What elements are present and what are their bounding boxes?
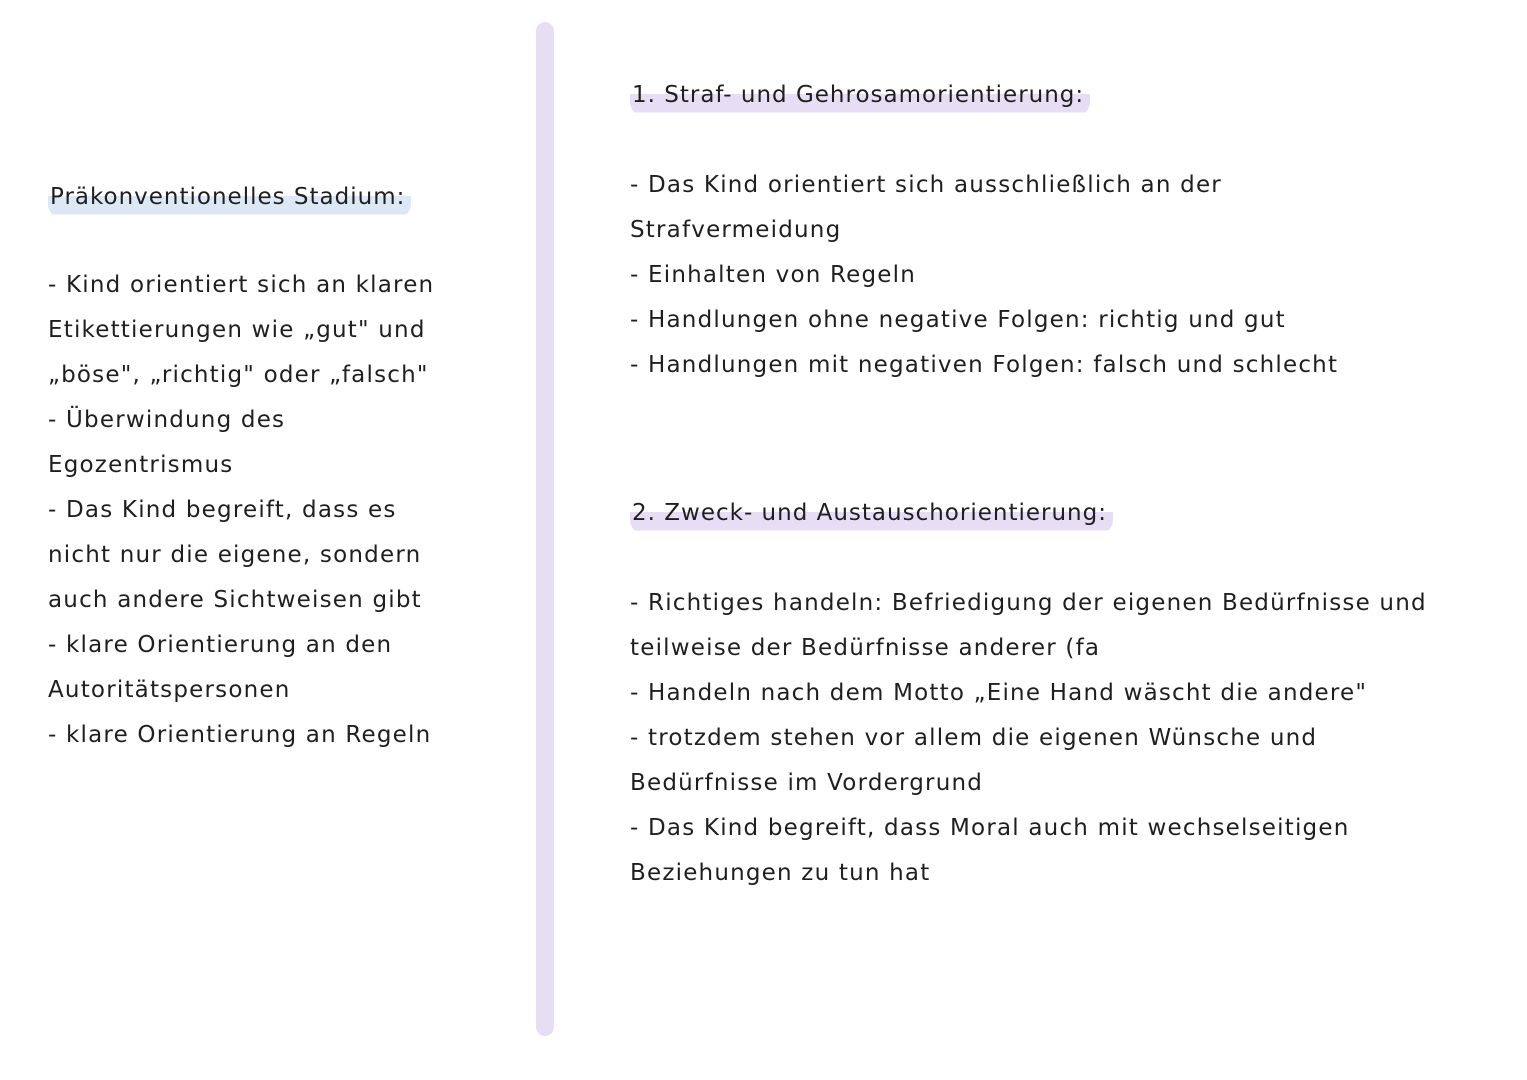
- section-2-line: - Richtiges handeln: Befriedigung der eigenen Bedürfnisse und: [630, 590, 1427, 616]
- left-column: [48, 176, 468, 758]
- note-line: Egozentrismus: [48, 452, 234, 478]
- section-1-line: - Einhalten von Regeln: [630, 262, 917, 288]
- section-2-line: teilweise der Bedürfnisse anderer (fa: [630, 635, 1101, 661]
- section-2-line: - trotzdem stehen vor allem die eigenen Wünsche und: [630, 725, 1318, 751]
- right-column: [630, 74, 1490, 896]
- section-2-heading: 2. Zweck- und Austauschorientierung:: [630, 492, 1113, 534]
- note-line: auch andere Sichtweisen gibt: [48, 587, 422, 613]
- note-line: - Kind orientiert sich an klaren: [48, 272, 435, 298]
- note-line: - Das Kind begreift, dass es: [48, 497, 397, 523]
- section-2-line: Beziehungen zu tun hat: [630, 860, 931, 886]
- note-line: nicht nur die eigene, sondern: [48, 542, 422, 568]
- section-2: [630, 492, 1490, 896]
- note-line: Etikettierungen wie „gut" und: [48, 317, 426, 343]
- section-1-heading: 1. Straf- und Gehrosamorientierung:: [630, 74, 1090, 116]
- section-1-line: - Handlungen ohne negative Folgen: richtig und gut: [630, 307, 1286, 333]
- section-1-line: - Das Kind orientiert sich ausschließlich an der: [630, 172, 1222, 198]
- stage-notes: [48, 263, 468, 758]
- section-2-line: - Das Kind begreift, dass Moral auch mit wechselseitigen: [630, 815, 1350, 841]
- note-line: - klare Orientierung an Regeln: [48, 722, 432, 748]
- column-divider: [536, 22, 554, 1036]
- section-1-line: Strafvermeidung: [630, 217, 842, 243]
- section-2-line: Bedürfnisse im Vordergrund: [630, 770, 984, 796]
- section-2-line: - Handeln nach dem Motto „Eine Hand wäscht die andere": [630, 680, 1368, 706]
- stage-heading: Präkonventionelles Stadium:: [48, 176, 411, 218]
- section-1: [630, 74, 1490, 388]
- note-line: - klare Orientierung an den: [48, 632, 393, 658]
- note-line: - Überwindung des: [48, 407, 286, 433]
- note-line: Autoritätspersonen: [48, 677, 291, 703]
- note-line: „böse", „richtig" oder „falsch": [48, 362, 429, 388]
- section-1-line: - Handlungen mit negativen Folgen: falsch und schlecht: [630, 352, 1339, 378]
